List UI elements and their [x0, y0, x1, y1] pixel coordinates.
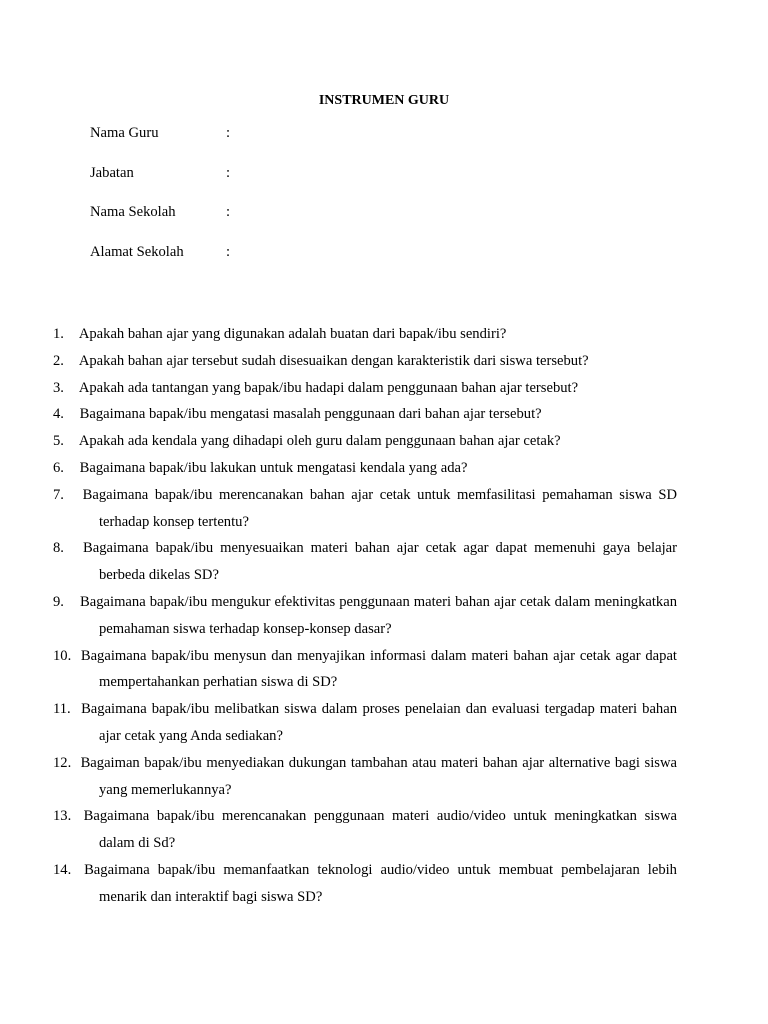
question-text: Bagaimana bapak/ibu mengukur efektivitas penggunaan materi bahan ajar cetak dalam meningkatkan pemahaman siswa terhadap konsep-konsep dasar? — [80, 593, 678, 637]
field-colon: : — [226, 243, 231, 260]
question-text: Apakah ada tantangan yang bapak/ibu hadapi dalam penggunaan bahan ajar tersebut? — [78, 379, 579, 396]
question-text: Bagaimana bapak/ibu merencanakan bahan ajar cetak untuk memfasilitasi pemahaman siswa SD terhadap konsep tertentu? — [82, 486, 677, 530]
identity-row-alamat-sekolah — [90, 243, 490, 283]
question-text: Apakah ada kendala yang dihadapi oleh guru dalam penggunaan bahan ajar cetak? — [78, 433, 561, 450]
question-text: Bagaimana bapak/ibu merencanakan penggunaan materi audio/video untuk meningkatkan siswa dalam di Sd? — [83, 808, 677, 852]
question-item: 8. Bagaimana bapak/ibu menyesuaikan materi bahan ajar cetak agar dapat memenuhi gaya belajar berbeda dikelas SD? — [53, 540, 677, 584]
question-text: Bagaimana bapak/ibu memanfaatkan teknologi audio/video untuk membuat pembelajaran lebih menarik dan interaktif bagi siswa SD? — [84, 861, 677, 905]
question-text: Bagaimana bapak/ibu melibatkan siswa dalam proses penelaian dan evaluasi tergadap materi bahan ajar cetak yang Anda sediakan? — [81, 701, 677, 744]
question-item: 13. Bagaimana bapak/ibu merencanakan penggunaan materi audio/video untuk meningkatkan siswa dalam di Sd? — [53, 808, 677, 852]
field-colon: : — [226, 164, 231, 181]
question-text: Bagaimana bapak/ibu menysun dan menyajikan informasi dalam materi bahan ajar cetak agar dapat mempertahankan perhatian siswa di SD? — [80, 647, 677, 691]
question-item: 14. Bagaimana bapak/ibu memanfaatkan teknologi audio/video untuk membuat pembelajaran lebih menarik dan interaktif bagi siswa SD? — [53, 861, 677, 905]
question-item: 12. Bagaiman bapak/ibu menyediakan dukungan tambahan atau materi bahan ajar alternative bagi siswa yang memerlukannya? — [53, 754, 677, 798]
question-item: 2. Apakah bahan ajar tersebut sudah disesuaikan dengan karakteristik dari siswa tersebut? — [53, 352, 589, 369]
question-item: 5. Apakah ada kendala yang dihadapi oleh guru dalam penggunaan bahan ajar cetak? — [53, 433, 561, 450]
question-text: Apakah bahan ajar yang digunakan adalah buatan dari bapak/ibu sendiri? — [78, 326, 507, 342]
question-item: 4. Bagaimana bapak/ibu mengatasi masalah penggunaan dari bahan ajar tersebut? — [53, 406, 542, 423]
field-colon: : — [226, 125, 231, 141]
question-item: 1. Apakah bahan ajar yang digunakan adalah buatan dari bapak/ibu sendiri? — [53, 326, 507, 342]
identity-fields — [90, 124, 490, 282]
field-label: Alamat Sekolah — [90, 243, 184, 260]
identity-row-nama-sekolah — [90, 203, 490, 243]
question-item: 7. Bagaimana bapak/ibu merencanakan bahan ajar cetak untuk memfasilitasi pemahaman siswa SD terhadap konsep tertentu? — [53, 486, 677, 530]
page-title: INSTRUMEN GURU — [318, 93, 450, 108]
question-item: 3. Apakah ada tantangan yang bapak/ibu hadapi dalam penggunaan bahan ajar tersebut? — [53, 379, 579, 396]
question-text: Bagaimana bapak/ibu menyesuaikan materi bahan ajar cetak agar dapat memenuhi gaya belajar berbeda dikelas SD? — [83, 540, 677, 584]
question-list — [53, 321, 678, 911]
question-item: 11. Bagaimana bapak/ibu melibatkan siswa dalam proses penelaian dan evaluasi tergadap materi bahan ajar cetak yang Anda sediakan? — [53, 701, 677, 744]
question-item: 6. Bagaimana bapak/ibu lakukan untuk mengatasi kendala yang ada? — [53, 459, 468, 476]
question-item: 9. Bagaimana bapak/ibu mengukur efektivitas penggunaan materi bahan ajar cetak dalam meningkatkan pemahaman siswa terhadap konsep-konsep dasar? — [53, 593, 678, 637]
question-item: 10. Bagaimana bapak/ibu menysun dan menyajikan informasi dalam materi bahan ajar cetak agar dapat mempertahankan perhatian siswa di SD? — [53, 647, 677, 691]
question-text: Apakah bahan ajar tersebut sudah disesuaikan dengan karakteristik dari siswa tersebut? — [78, 352, 589, 369]
field-label: Nama Sekolah — [90, 204, 176, 220]
identity-row-jabatan — [90, 164, 490, 204]
question-text: Bagaimana bapak/ibu lakukan untuk mengatasi kendala yang ada? — [79, 459, 468, 476]
identity-row-nama-guru — [90, 124, 490, 164]
field-label: Jabatan — [90, 164, 134, 181]
field-label: Nama Guru — [90, 125, 159, 141]
question-text: Bagaiman bapak/ibu menyediakan dukungan tambahan atau materi bahan ajar alternative bagi siswa yang memerlukannya? — [80, 754, 677, 798]
question-text: Bagaimana bapak/ibu mengatasi masalah penggunaan dari bahan ajar tersebut? — [79, 406, 542, 423]
field-colon: : — [226, 204, 231, 220]
